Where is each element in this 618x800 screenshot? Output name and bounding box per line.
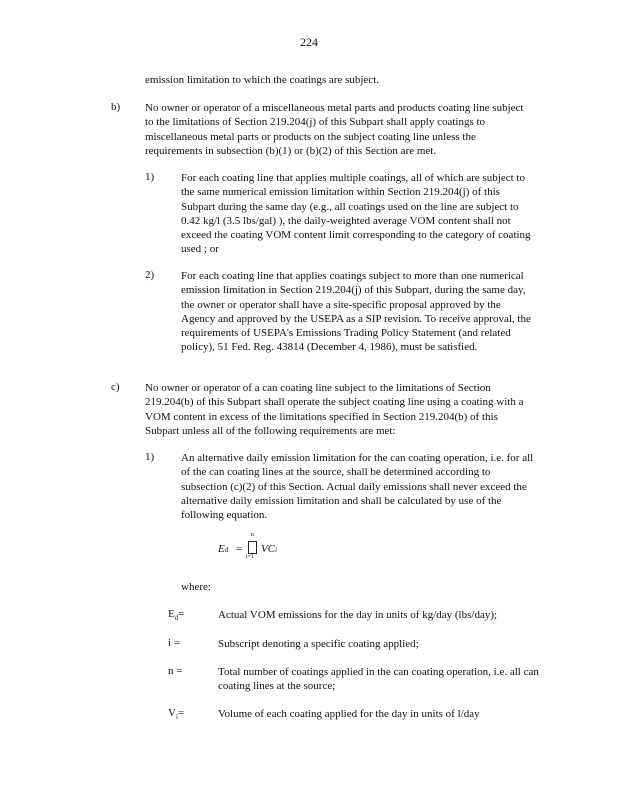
definition-text: Volume of each coating applied for the day in units of l/day <box>218 708 480 720</box>
equation-lhs: Ed <box>218 543 229 555</box>
sum-lower-limit: i=1 <box>246 554 255 560</box>
equation-equals: = <box>236 543 243 555</box>
summation-icon <box>248 541 257 554</box>
definition-text: Total number of coatings applied in the can coating operation, i.e. all can coating lines at the source; <box>218 666 539 693</box>
sum-upper-limit: n <box>251 532 254 538</box>
item-b1-text: For each coating line that applies multiple coatings, all of which are subject to the same numerical emission limitation within Section 219.204(j) of this Subpart during the same day (e.g., all coatings used on the line are subject to 0.42 kg/l (3.5 lbs/gal) ), the daily-weighted average VOM content shall not exceed the coating VOM content limit corresponding to the category of coating used ; or <box>181 172 531 256</box>
page-number: 224 <box>300 35 318 49</box>
item-b1-label: 1) <box>145 171 155 183</box>
item-c1-text: An alternative daily emission limitation for the can coating operation, i.e. for all of the can coating lines at the source, shall be determined according to subsection (c)(2) of this Section. Actual daily emissions shall never exceed the alternative daily emission limitation and shall be calculated by use of the following equation. <box>181 452 534 522</box>
definition-symbol: i = <box>168 637 181 649</box>
emission-equation <box>218 532 308 571</box>
definition-symbol: n = <box>168 665 183 677</box>
section-b-text: No owner or operator of a miscellaneous metal parts and products coating line subject to the limitations of Section 219.204(j) of this Subpart shall apply coatings to miscellaneous metal parts or products on the subject coating line unless the requirements in subsection (b)(1) or (b)(2) of this Section are met. <box>145 102 524 157</box>
definition-symbol: $E_d=$ <box>168 608 185 623</box>
definition-text: Actual VOM emissions for the day in units of kg/day (lbs/day); <box>218 609 498 621</box>
item-c1-label: 1) <box>145 451 155 463</box>
section-c-label: c) <box>111 381 120 393</box>
section-b-label: b) <box>111 101 121 113</box>
section-c-text: No owner or operator of a can coating line subject to the limitations of Section 219.204(b) of this Subpart shall operate the subject coating line using a coating with a VOM content in excess of the limitations specified in Section 219.204(b) of this Subpart unless all of the following requirements are met: <box>145 382 524 437</box>
item-b2-text: For each coating line that applies coatings subject to more than one numerical emission limitation in Section 219.204(j) of this Subpart, during the same day, the owner or operator shall have a site-specific proposal approved by the Agency and approved by the USEPA as a SIP revision. To receive approval, the requirements of USEPA's Emissions Trading Policy Statement (and related policy), 51 Fed. Reg. 43814 (December 4, 1986), must be satisfied. <box>181 270 531 354</box>
equation-term: VCi <box>261 543 278 555</box>
definition-text: Subscript denoting a specific coating applied; <box>218 638 419 650</box>
item-b2-label: 2) <box>145 269 155 281</box>
continuation-text: emission limitation to which the coatings are subject. <box>145 74 380 86</box>
where-label: where: <box>181 581 211 593</box>
definition-symbol: $V_i=$ <box>168 707 185 722</box>
